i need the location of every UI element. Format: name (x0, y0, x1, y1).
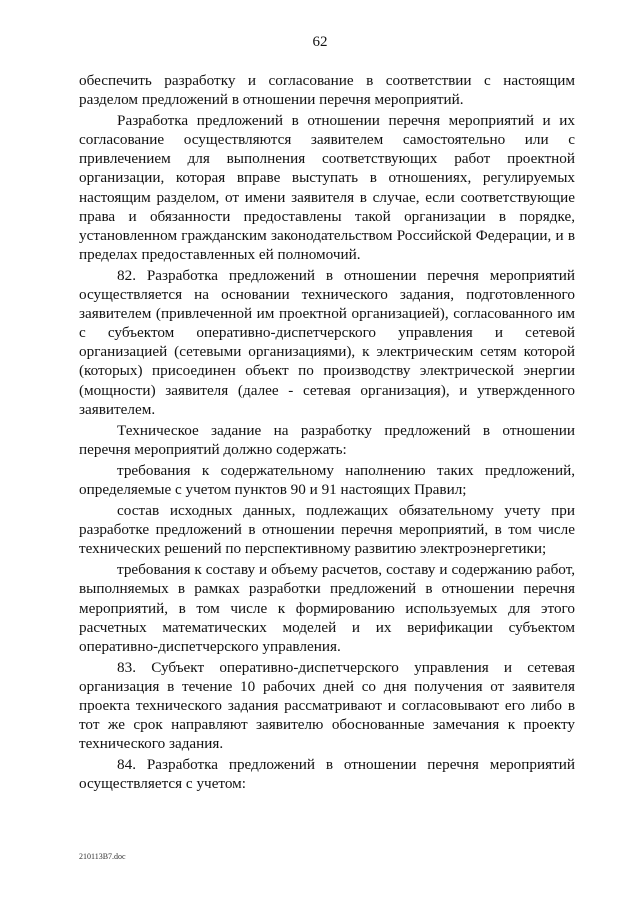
page-number: 62 (312, 34, 328, 50)
list-item: требования к составу и объему расчетов, составу и содержанию работ, выполняемых в рамках разработки предложений в отношении перечня мероприятий, в том числе к формированию используемых для этого расчетных математических моделей и их верификации субъектом оперативно-диспетчерского управления. (79, 561, 575, 655)
paragraph-82: 82. Разработка предложений в отношении перечня мероприятий осуществляется на основании технического задания, подготовленного заявителем (привлеченной им проектной организацией), согласованного им с субъектом оперативно-диспетчерского управления и сетевой организацией (сетевыми организациями), к электрическим сетям которой (которых) присоединен объект по производству электрической энергии (мощности) заявителя (далее - сетевая организация), и утвержденного заявителем. (79, 266, 575, 418)
paragraph: Разработка предложений в отношении перечня мероприятий и их согласование осуществляются заявителем самостоятельно или с привлечением для выполнения соответствующих работ проектной организации, которая вправе выступать в отношениях, регулируемых настоящим разделом, от имени заявителя в случае, если соответствующие права и обязанности предоставлены такой организации в порядке, установленном гражданским законодательством Российской Федерации, и в пределах предоставленных ей полномочий. (79, 112, 575, 263)
paragraph-83: 83. Субъект оперативно-диспетчерского управления и сетевая организация в течение 10 рабочих дней со дня получения от заявителя проекта технического задания рассматривают и согласовывают его либо в тот же срок направляют заявителю обоснованные замечания к проекту технического задания. (79, 658, 575, 753)
paragraph: Техническое задание на разработку предложений в отношении перечня мероприятий должно содержать: (79, 421, 575, 458)
footer-filename: 210113B7.doc (79, 852, 126, 861)
list-item: требования к содержательному наполнению таких предложений, определяемые с учетом пунктов 90 и 91 настоящих Правил; (79, 461, 575, 498)
list-item: состав исходных данных, подлежащих обязательному учету при разработке предложений в отношении перечня мероприятий, в том числе технических решений по перспективному развитию электроэнергетики; (79, 502, 575, 558)
paragraph: обеспечить разработку и согласование в соответствии с настоящим разделом предложений в отношении перечня мероприятий. (79, 72, 575, 109)
document-body (79, 71, 575, 795)
paragraph-84: 84. Разработка предложений в отношении перечня мероприятий осуществляется с учетом: (79, 756, 575, 793)
